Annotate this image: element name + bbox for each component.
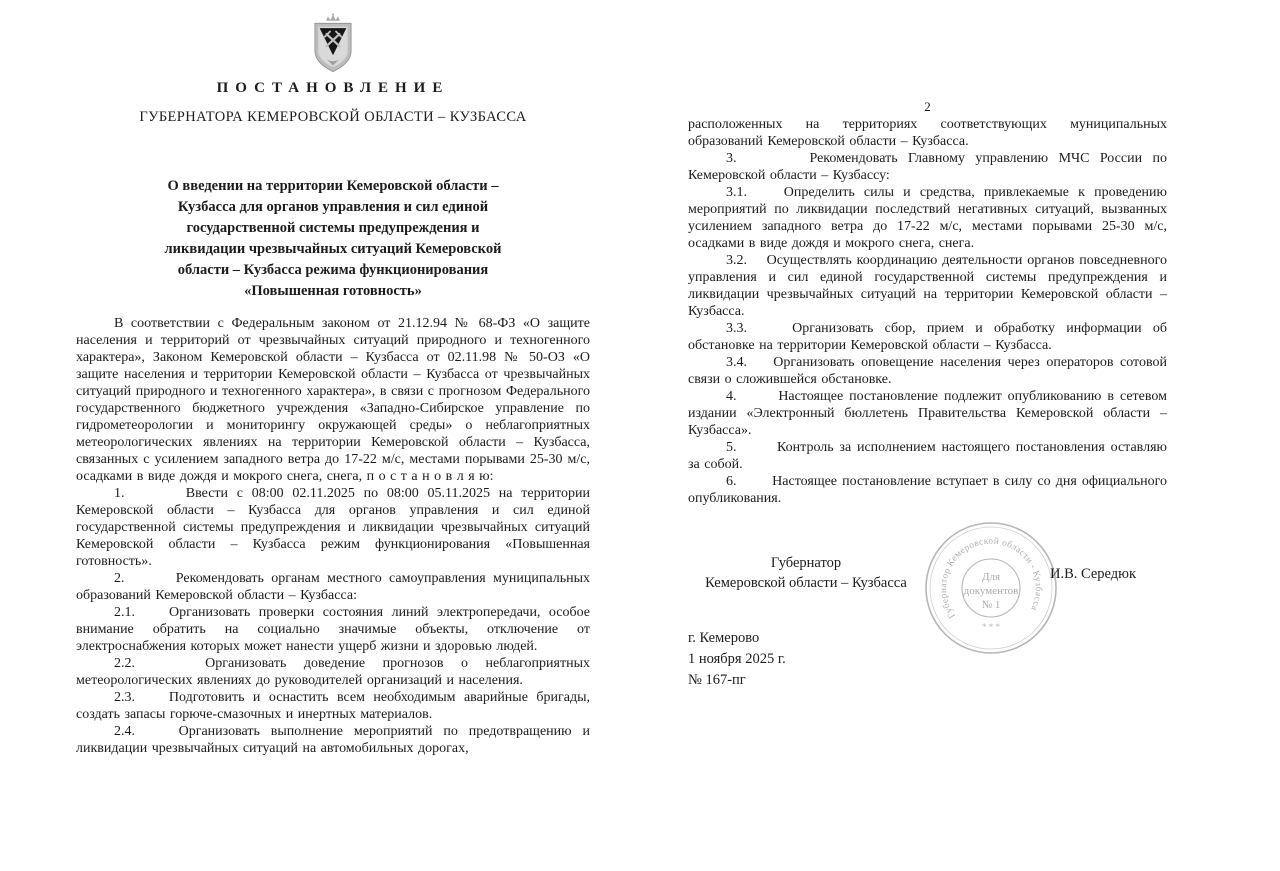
body-paragraph: 5. Контроль за исполнением настоящего постановления оставляю за собой.: [688, 440, 1167, 472]
body-paragraph: В соответствии с Федеральным законом от 21.12.94 № 68-ФЗ «О защите населения и территорий от чрезвычайных ситуаций природного и техногенного характера», Законом Кемеровской области – Кузбасса от 02.11.98 № 50-ОЗ «О защите населения и территории Кемеровской области – Кузбасса от чрезвычайных ситуаций природного и техногенного характера», в связи с прогнозом Федерального государственного бюджетного учреждения «Западно-Сибирское управление по гидрометеорологии и мониторингу окружающей среды» о неблагоприятных метеорологических явлениях на территории Кемеровской области – Кузбасса, связанных с усилением западного ветра до 17-22 м/с, местами порывами 25-30 м/с, осадками в виде дождя и мокрого снега, снега, п о с т а н о в л я ю:: [76, 316, 590, 484]
body-paragraph: 3.1. Определить силы и средства, привлекаемые к проведению мероприятий по ликвидации последствий негативных ситуаций, вызванных усилением западного ветра до 17-22 м/с, местами порывами 25-30 м/с, осадками в виде дождя и мокрого снега, снега.: [688, 185, 1167, 251]
official-stamp: [921, 518, 1061, 658]
stamp-center-line: документов: [963, 585, 1019, 597]
signature-position: [690, 553, 922, 593]
signature-position-line: Кемеровской области – Кузбасса: [705, 575, 907, 591]
issuance-number: № 167-пг: [688, 672, 746, 688]
title-line: области – Кузбасса режима функционирования: [177, 262, 489, 278]
issuance-block: [688, 628, 786, 691]
page-number: 2: [924, 99, 931, 114]
issuance-city: г. Кемерово: [688, 630, 760, 646]
document-type-heading: ПОСТАНОВЛЕНИЕ: [216, 80, 450, 96]
issuance-date: 1 ноября 2025 г.: [688, 651, 786, 667]
body-paragraph: 3.4. Организовать оповещение населения через операторов сотовой связи о сложившейся обстановке.: [688, 355, 1167, 387]
title-line: ликвидации чрезвычайных ситуаций Кемеровской: [164, 241, 502, 257]
body-paragraph: 3.2. Осуществлять координацию деятельности органов повседневного управления и сил единой государственной системы предупреждения и ликвидации чрезвычайных ситуаций на территории Кемеровской области – Кузбасса.: [688, 253, 1167, 319]
title-line: государственной системы предупреждения и: [186, 220, 480, 236]
body-paragraph: 2. Рекомендовать органам местного самоуправления муниципальных образований Кемеровской области – Кузбасса:: [76, 571, 590, 603]
page1-body: [76, 315, 590, 757]
authority-heading: ГУБЕРНАТОРА КЕМЕРОВСКОЙ ОБЛАСТИ – КУЗБАССА: [139, 109, 527, 125]
signature-name: И.В. Середюк: [1050, 566, 1137, 582]
stamp-ring-text: Губернатор Кемеровской области - Кузбасса: [938, 536, 1044, 620]
body-paragraph: 2.4. Организовать выполнение мероприятий по предотвращению и ликвидации чрезвычайных ситуаций на автомобильных дорогах,: [76, 724, 590, 756]
title-line: Кузбасса для органов управления и сил единой: [177, 199, 489, 215]
document-title: [113, 176, 553, 302]
body-paragraph: 2.2. Организовать доведение прогнозов о неблагоприятных метеорологических явлениях до руководителей организаций и населения.: [76, 656, 590, 688]
body-paragraph: 2.3. Подготовить и оснастить всем необходимым аварийные бригады, создать запасы горюче-смазочных и инертных материалов.: [76, 690, 590, 722]
stamp-stars: * * *: [982, 622, 1000, 632]
body-paragraph: 4. Настоящее постановление подлежит опубликованию в сетевом издании «Электронный бюллетень Правительства Кемеровской области – Кузбасса».: [688, 389, 1167, 438]
body-paragraph: расположенных на территориях соответствующих муниципальных образований Кемеровской области – Кузбасса.: [688, 117, 1167, 149]
page2-body: [688, 116, 1167, 507]
body-paragraph: 1. Ввести с 08:00 02.11.2025 по 08:00 05.11.2025 на территории Кемеровской области – Кузбасса для органов управления и сил единой государственной системы предупреждения и ликвидации чрезвычайных ситуаций Кемеровской области – Кузбасса режим функционирования «Повышенная готовность».: [76, 486, 590, 569]
kemerovo-coat-of-arms-icon: [307, 13, 359, 80]
title-line: «Повышенная готовность»: [244, 283, 422, 299]
stamp-center-line: Для: [981, 571, 1001, 583]
body-paragraph: 2.1. Организовать проверки состояния линий электропередачи, особое внимание обратить на социально значимые объекты, отключение от электроснабжения которых может нанести ущерб жизни и здоровью людей.: [76, 605, 590, 654]
body-paragraph: 6. Настоящее постановление вступает в силу со дня официального опубликования.: [688, 474, 1167, 506]
stamp-center-line: № 1: [981, 599, 1001, 611]
signature-position-line: Губернатор: [770, 555, 842, 571]
body-paragraph: 3. Рекомендовать Главному управлению МЧС России по Кемеровской области – Кузбассу:: [688, 151, 1167, 183]
title-line: О введении на территории Кемеровской области –: [167, 178, 499, 194]
body-paragraph: 3.3. Организовать сбор, прием и обработку информации об обстановке на территории Кемеровской области – Кузбасса.: [688, 321, 1167, 353]
